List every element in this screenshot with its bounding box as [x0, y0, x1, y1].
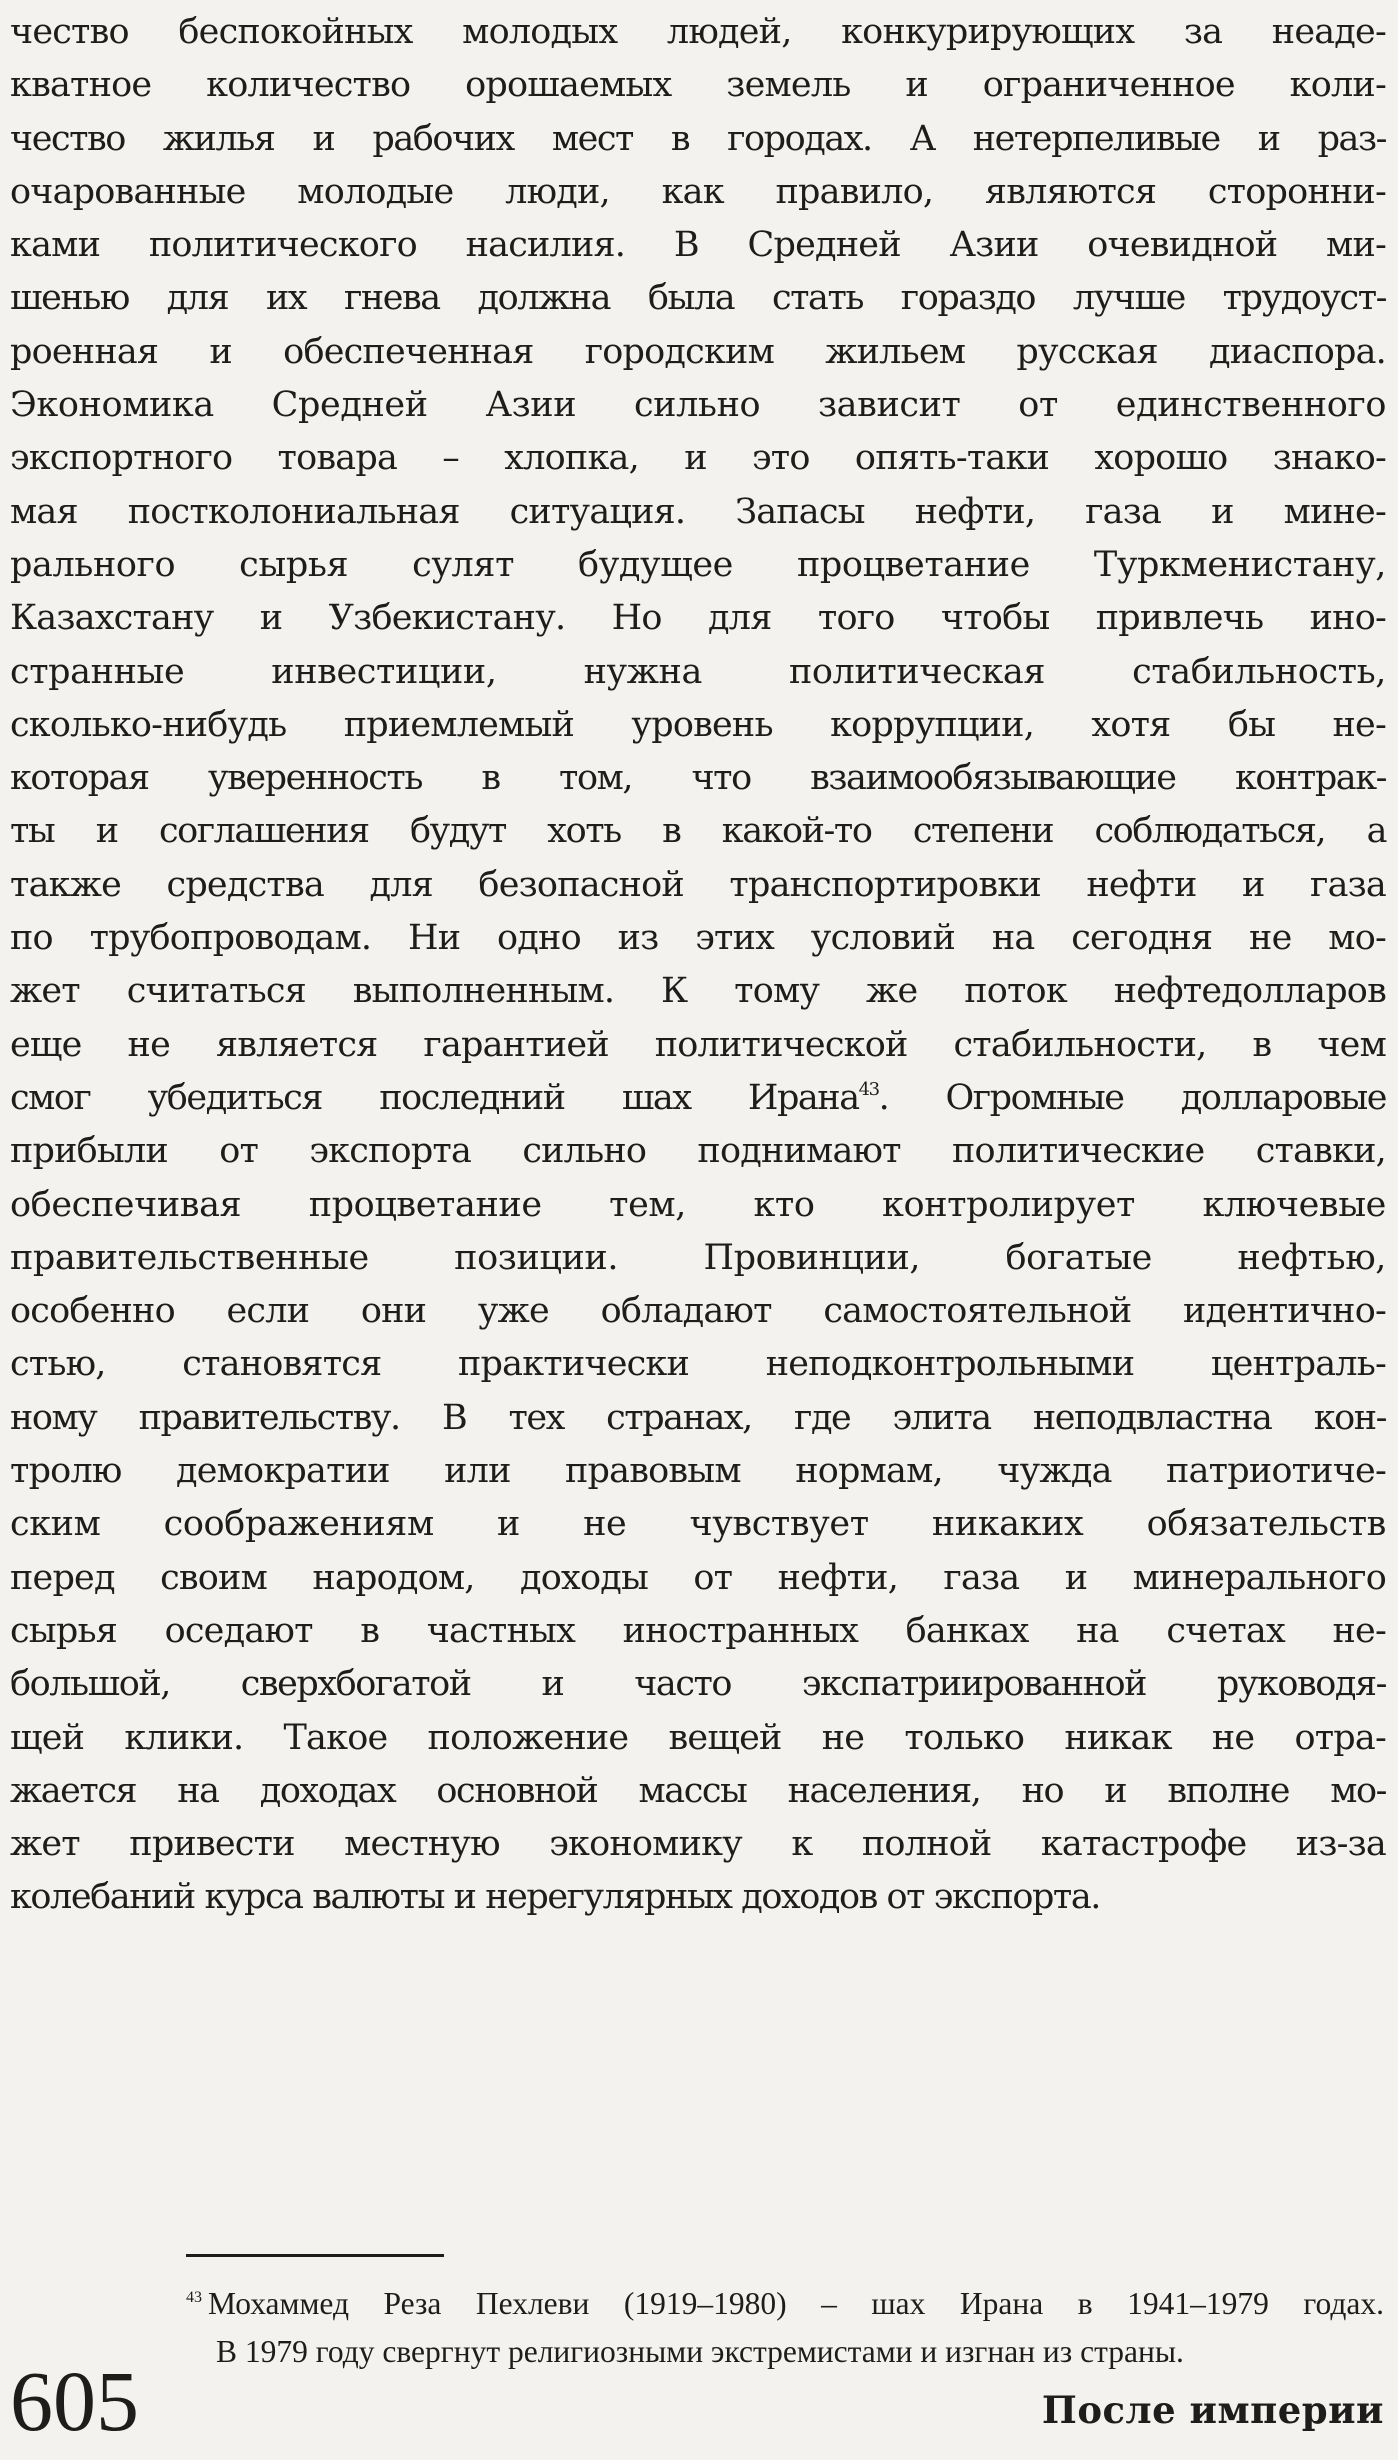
text-line: еще не является гарантией политической стабильности, в чем	[10, 1024, 1386, 1065]
text-line: щей клики. Такое положение вещей не только никак не отра-	[10, 1717, 1386, 1758]
text-line: прибыли от экспорта сильно поднимают политические ставки,	[10, 1131, 1386, 1172]
text-line: странные инвестиции, нужна политическая стабильность,	[10, 651, 1386, 692]
text-line: стью, становятся практически неподконтрольными централь-	[10, 1344, 1386, 1385]
text-line: кватное количество орошаемых земель и ограниченное коли-	[10, 65, 1386, 106]
text-line: обеспечивая процветание тем, кто контролирует ключевые	[10, 1184, 1386, 1225]
text-segment: . Огромные долларовые	[878, 1077, 1386, 1118]
text-line: тролю демократии или правовым нормам, чужда патриотиче-	[10, 1451, 1386, 1492]
text-line: особенно если они уже обладают самостоятельной идентично-	[10, 1291, 1386, 1332]
text-line: мая постколониальная ситуация. Запасы нефти, газа и мине-	[10, 491, 1386, 532]
text-line: Экономика Средней Азии сильно зависит от единственного	[10, 385, 1386, 426]
text-line: чество жилья и рабочих мест в городах. А нетерпеливые и раз-	[10, 118, 1386, 159]
text-line: жет считаться выполненным. К тому же поток нефтедолларов	[10, 971, 1386, 1012]
text-line: жается на доходах основной массы населения, но и вполне мо-	[10, 1770, 1386, 1811]
footnote-line	[186, 2280, 1384, 2328]
text-line: по трубопроводам. Ни одно из этих условий на сегодня не мо-	[10, 918, 1386, 959]
body-text	[10, 6, 1386, 1925]
text-line: большой, сверхбогатой и часто экспатриированной руководя-	[10, 1664, 1386, 1705]
text-line: ками политического насилия. В Средней Азии очевидной ми-	[10, 225, 1386, 266]
running-title: После империи	[1041, 2388, 1384, 2432]
text-line: рального сырья сулят будущее процветание Туркменистану,	[10, 544, 1386, 585]
page-number: 605	[10, 2353, 139, 2449]
footnote-marker: 43	[186, 2289, 202, 2306]
text-line: также средства для безопасной транспортировки нефти и газа	[10, 864, 1386, 905]
footnote-text: Мохаммед Реза Пехлеви (1919–1980) – шах Ирана в 1941–1979 годах.	[208, 2286, 1384, 2321]
text-segment: смог убедиться последний шах Ирана	[10, 1077, 859, 1118]
footnote-separator	[186, 2254, 444, 2257]
text-line	[10, 1072, 1386, 1125]
text-line: перед своим народом, доходы от нефти, газа и минерального	[10, 1557, 1386, 1598]
footnote-line: В 1979 году свергнут религиозными экстремистами и изгнан из страны.	[216, 2334, 1184, 2369]
text-line: Казахстану и Узбекистану. Но для того чтобы привлечь ино-	[10, 598, 1386, 639]
text-line: шенью для их гнева должна была стать гораздо лучше трудоуст-	[10, 278, 1386, 319]
text-line: очарованные молодые люди, как правило, являются сторонни-	[10, 171, 1386, 212]
text-line: чество беспокойных молодых людей, конкурирующих за неаде-	[10, 12, 1386, 52]
footnote	[186, 2280, 1384, 2376]
text-line: ским соображениям и не чувствует никаких обязательств	[10, 1504, 1386, 1545]
text-line: сырья оседают в частных иностранных банках на счетах не-	[10, 1610, 1386, 1651]
footnote-reference: 43	[858, 1078, 879, 1100]
text-line: сколько-нибудь приемлемый уровень коррупции, хотя бы не-	[10, 704, 1386, 745]
text-line: которая уверенность в том, что взаимообязывающие контрак-	[10, 758, 1386, 799]
text-line: колебаний курса валюты и нерегулярных доходов от экспорта.	[10, 1877, 1100, 1918]
text-line: правительственные позиции. Провинции, богатые нефтью,	[10, 1237, 1386, 1278]
text-line: экспортного товара – хлопка, и это опять-таки хорошо знако-	[10, 438, 1386, 479]
text-line: жет привести местную экономику к полной катастрофе из-за	[10, 1824, 1386, 1865]
text-line: роенная и обеспеченная городским жильем русская диаспора.	[10, 331, 1386, 372]
text-line: ты и соглашения будут хоть в какой-то степени соблюдаться, а	[10, 811, 1386, 852]
text-line: ному правительству. В тех странах, где элита неподвластна кон-	[10, 1397, 1386, 1438]
